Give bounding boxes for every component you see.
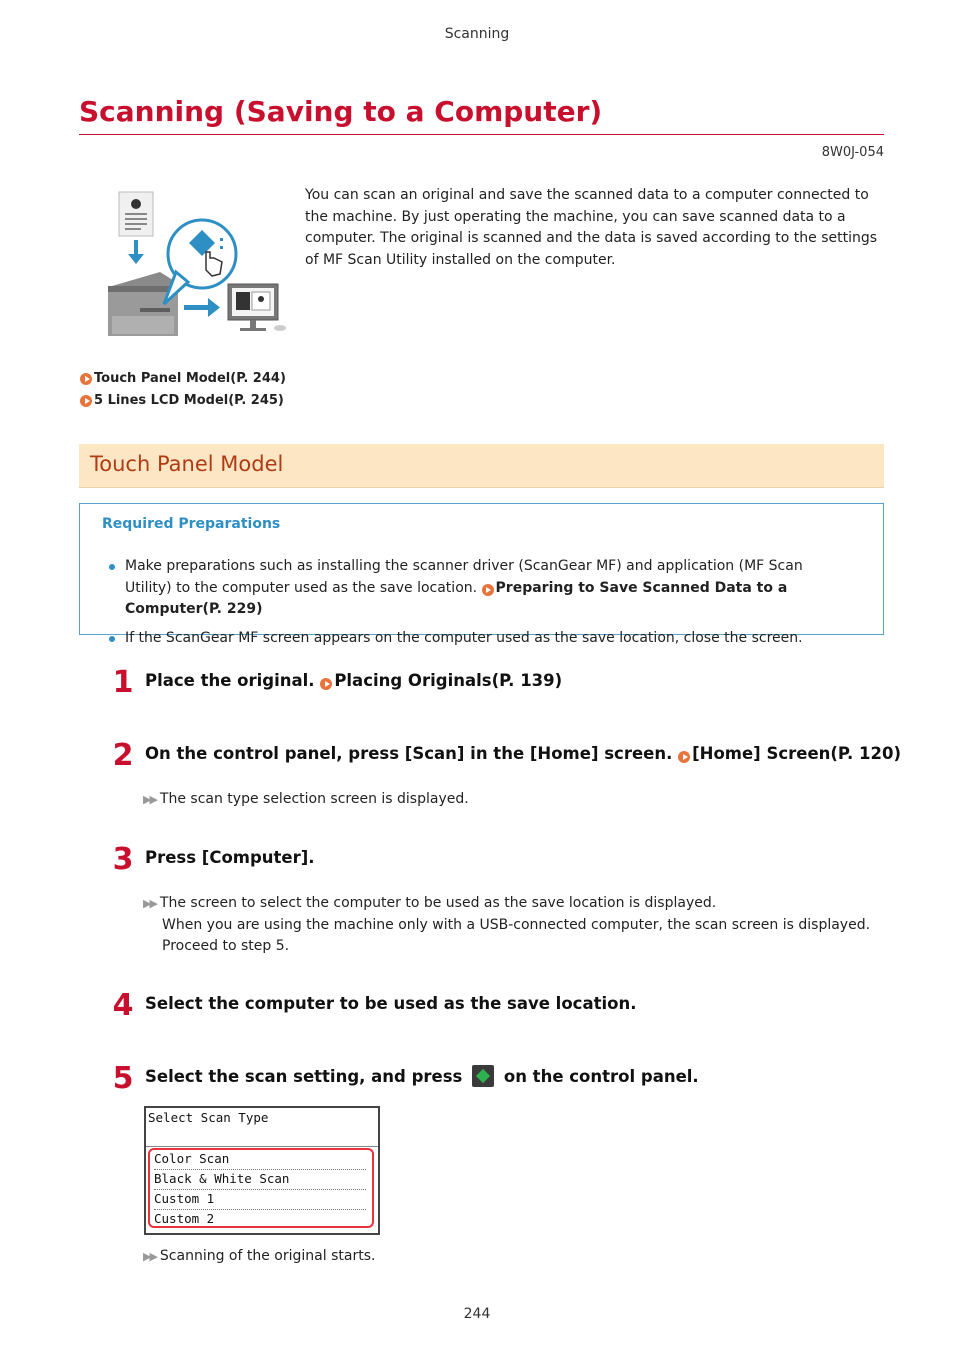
step-text: Select the scan setting, and press on the control panel. xyxy=(145,1066,699,1089)
step-text: Select the computer to be used as the save location. xyxy=(145,994,637,1013)
document-id: 8W0J-054 xyxy=(821,145,884,160)
step-number: 3 xyxy=(112,842,134,877)
double-arrow-icon: ▶▶ xyxy=(143,897,156,910)
lcd-option-black-white-scan[interactable]: Black & White Scan xyxy=(154,1169,366,1190)
orange-circle-arrow-icon xyxy=(80,395,92,407)
lcd-screen-select-scan-type xyxy=(144,1106,380,1235)
double-arrow-icon: ▶▶ xyxy=(143,793,156,806)
link-preparing-to-save[interactable]: Preparing to Save Scanned Data to a Computer(P. 229) xyxy=(125,579,788,618)
step-text: Press [Computer]. xyxy=(145,848,315,867)
orange-circle-arrow-icon xyxy=(678,751,690,763)
lcd-header: Select Scan Type xyxy=(148,1110,269,1125)
scan-to-computer-illustration xyxy=(102,186,292,344)
step-result: ▶▶ Scanning of the original starts. xyxy=(143,1248,376,1264)
list-item: Make preparations such as installing the scanner driver (ScanGear MF) and application (MF Scan Utility) to the computer used as the save location. Preparing to Save Scanned Data to a Computer(P. 229) xyxy=(106,556,846,621)
link-placing-originals[interactable]: Placing Originals(P. 139) xyxy=(334,671,563,690)
link-touch-panel-model[interactable]: Touch Panel Model(P. 244) xyxy=(80,368,286,390)
step-number: 2 xyxy=(112,738,134,773)
orange-circle-arrow-icon xyxy=(320,678,332,690)
start-icon xyxy=(472,1065,494,1087)
step-result: ▶▶ The screen to select the computer to be used as the save location is displayed. When you are using the machine only with a USB-connected computer, the scan screen is displayed. Proceed to step 5. xyxy=(143,895,871,955)
step-text: Place the original. Placing Originals(P. 139) xyxy=(145,671,563,690)
section-title: Touch Panel Model xyxy=(90,452,284,476)
preparations-title: Required Preparations xyxy=(102,516,281,532)
lcd-option-color-scan[interactable]: Color Scan xyxy=(154,1149,366,1170)
section-heading-band xyxy=(79,444,884,488)
intro-paragraph: You can scan an original and save the scanned data to a computer connected to the machine. By just operating the machine, you can save scanned data to a computer. The original is scanned and the data is saved according to the settings of MF Scan Utility installed on the computer. xyxy=(305,187,878,269)
lcd-divider xyxy=(146,1146,378,1147)
step-result: ▶▶ The scan type selection screen is displayed. xyxy=(143,791,469,807)
step-number: 5 xyxy=(112,1061,134,1096)
link-5-lines-lcd-model[interactable]: 5 Lines LCD Model(P. 245) xyxy=(80,390,286,412)
lcd-option-custom-1[interactable]: Custom 1 xyxy=(154,1189,366,1210)
section-links xyxy=(80,368,286,412)
link-home-screen[interactable]: [Home] Screen(P. 120) xyxy=(692,744,901,763)
page-number: 244 xyxy=(463,1306,491,1322)
preparations-list xyxy=(106,556,846,657)
double-arrow-icon: ▶▶ xyxy=(143,1250,156,1263)
running-header: Scanning xyxy=(444,26,510,42)
page-title: Scanning (Saving to a Computer) xyxy=(79,94,884,135)
step-number: 4 xyxy=(112,988,134,1023)
step-text: On the control panel, press [Scan] in the [Home] screen. [Home] Screen(P. 120) xyxy=(145,744,901,763)
step-number: 1 xyxy=(112,665,134,700)
required-preparations-box xyxy=(79,503,884,647)
orange-circle-arrow-icon xyxy=(482,584,494,596)
orange-circle-arrow-icon xyxy=(80,373,92,385)
list-item: If the ScanGear MF screen appears on the computer used as the save location, close the screen. xyxy=(106,628,846,650)
lcd-option-custom-2[interactable]: Custom 2 xyxy=(154,1211,215,1226)
